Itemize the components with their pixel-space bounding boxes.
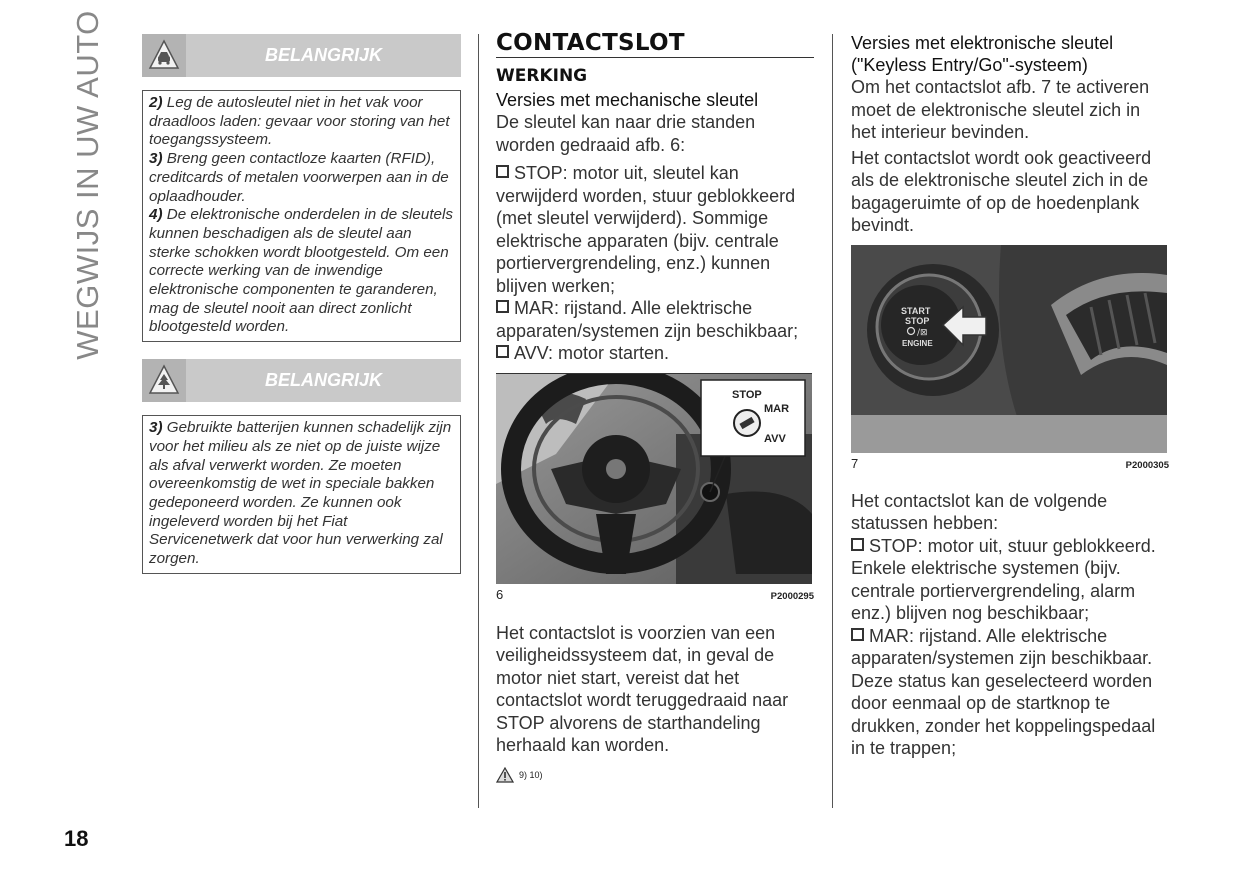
left-column (142, 34, 461, 574)
list-item: STOP: motor uit, sleutel kan verwijderd worden, stuur geblokkeerd (met sleutel verwijderd). Sommige elektrische apparaten (bijv. centrale portiervergrendeling, enz.) kunnen blijven werken; (496, 163, 796, 296)
bullet-square-icon (496, 165, 509, 178)
fig6-label-avv: AVV (764, 432, 786, 445)
list-item: STOP: motor uit, stuur geblokkeerd. Enkele elektrische systemen (bijv. centrale portiervergrendeling, alarm enz.) blijven nog beschikbaar; (851, 535, 1156, 623)
steering-wheel-photo (496, 373, 812, 584)
figure-caption (851, 456, 1169, 471)
fig6-label-mar: MAR (764, 402, 790, 415)
bullet-square-icon (851, 538, 864, 551)
right-column (851, 32, 1169, 760)
bullet-square-icon (496, 345, 509, 358)
subheading-electronic-key-2: ("Keyless Entry/Go"-systeem) (851, 55, 1088, 75)
warning-triangle-icon (496, 767, 514, 783)
side-section-title (70, 10, 106, 360)
fig6-label-stop: STOP (732, 388, 762, 401)
figure-7 (851, 245, 1169, 471)
warning-item: 3) Breng geen contactloze kaarten (RFID), creditcards of metalen voorwerpen aan in de oplaadhouder. (149, 150, 449, 205)
column-divider (478, 34, 479, 808)
warning-header-1 (142, 34, 461, 77)
button-label-start: START (901, 305, 931, 316)
figure-code: P2000305 (1125, 459, 1169, 471)
warning-item: 4) De elektronische onderdelen in de sleutels kunnen beschadigen als de sleutel aan sterke schokken wordt blootgesteld. Om een correcte werking van de inwendige elektronische componenten te garanderen, mag de sleutel nooit aan direct zonlicht blootgesteld worden. (149, 206, 453, 336)
figure-6 (496, 373, 814, 602)
figure-caption (496, 587, 814, 602)
column-divider (832, 34, 833, 808)
bullet-square-icon (496, 300, 509, 313)
list-item: AVV: motor starten. (496, 342, 814, 365)
side-title-text: WEGWIJS IN UW AUTO (70, 10, 105, 360)
warning-heading-2: BELANGRIJK (264, 370, 382, 391)
start-stop-button-photo (851, 245, 1167, 453)
environment-tree-icon (142, 359, 186, 402)
safety-paragraph: Het contactslot is voorzien van een veiligheidssysteem dat, in geval de motor niet start, vereist dat het contactslot wordt teruggedraaid naar STOP alvorens de starthandeling herhaald kan worden. (496, 622, 789, 755)
warning-item: 3) Gebruikte batterijen kunnen schadelijk zijn voor het milieu als ze niet op de juiste wijze als afval verwerkt worden. Ze moeten overeenkomstig de wet in speciale bakken gedeponeerd worden. Ze kunnen ook ingeleverd worden bij het Fiat Servicenetwerk dat voor hun verwerking zal zorgen. (149, 419, 452, 568)
section-subtitle: WERKING (496, 66, 588, 86)
warning-item: 2) Leg de autosleutel niet in het vak voor draadloos laden: gevaar voor storing van het toegangssysteem. (149, 94, 450, 149)
list-item: MAR: rijstand. Alle elektrische apparaten/systemen zijn beschikbaar. Deze status kan geselecteerd worden door eenmaal op de startknop te drukken, zonder het koppelingspedaal in te trappen; (851, 625, 1156, 758)
warning-box-1 (142, 90, 461, 342)
middle-column (496, 30, 814, 783)
button-label-stop: STOP (905, 315, 930, 326)
warning-header-2 (142, 359, 461, 402)
svg-text:/⊠: /⊠ (917, 327, 928, 338)
figure-number: 6 (496, 586, 504, 602)
list-item: MAR: rijstand. Alle elektrische apparaten/systemen zijn beschikbaar; (496, 298, 799, 341)
section-title: CONTACTSLOT (496, 30, 814, 58)
figure-code: P2000295 (770, 590, 814, 602)
subheading-mechanical-key: Versies met mechanische sleutel (496, 90, 759, 110)
paragraph: Het contactslot wordt ook geactiveerd als de elektronische sleutel zich in de bagageruimte of op de hoedenplank bevindt. (851, 147, 1152, 235)
warning-heading-1: BELANGRIJK (264, 45, 382, 65)
car-skid-warning-icon (142, 34, 186, 77)
subheading-electronic-key-1: Versies met elektronische sleutel (851, 33, 1114, 53)
warning-box-2 (142, 415, 461, 574)
button-label-engine: ENGINE (902, 338, 933, 348)
paragraph: Het contactslot kan de volgende statussen hebben: (851, 490, 1108, 533)
bullet-square-icon (851, 628, 864, 641)
intro-text: De sleutel kan naar drie standen worden gedraaid afb. 6: (496, 112, 756, 155)
references-text: 9) 10) (519, 769, 543, 780)
figure-number: 7 (851, 455, 859, 471)
paragraph: Om het contactslot afb. 7 te activeren moet de elektronische sleutel zich in het interieur bevinden. (851, 77, 1150, 142)
warning-references (496, 767, 814, 783)
page-number: 18 (64, 826, 89, 851)
